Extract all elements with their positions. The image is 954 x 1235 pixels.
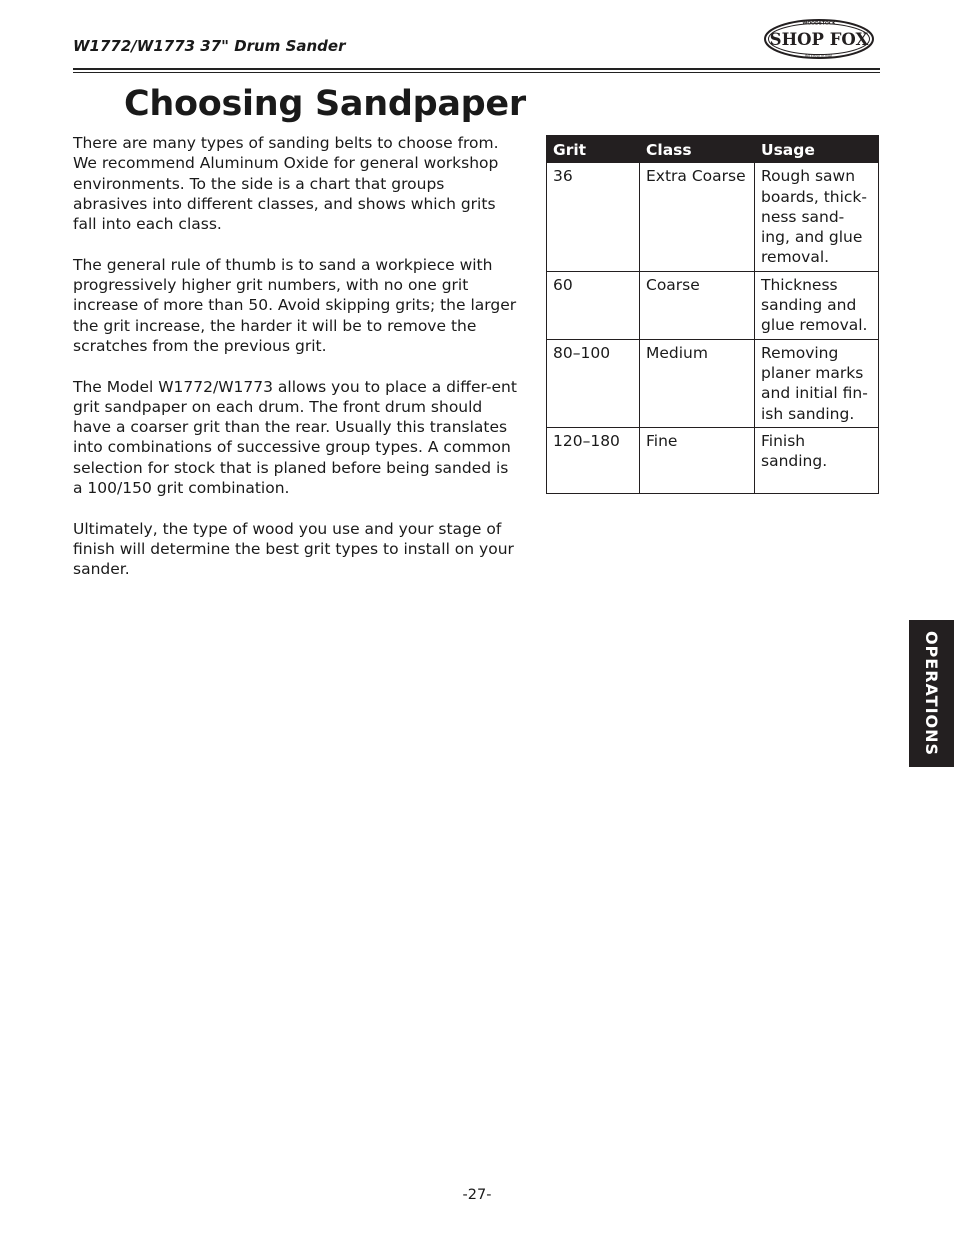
column-header-grit: Grit	[547, 136, 640, 163]
grit-cell: 80–100	[547, 339, 640, 427]
grit-cell: 120–180	[547, 427, 640, 493]
paragraph: The Model W1772/W1773 allows you to place a differ-ent grit sandpaper on each drum. The front drum should have a coarser grit than the rear. Usually this translates into combinations of successive group types. A common selection for stock that is planed before being sanded is a 100/150 grit combination.	[73, 377, 517, 498]
page-heading: Choosing Sandpaper	[124, 84, 526, 124]
class-cell: Coarse	[640, 271, 755, 339]
side-tab-label: OPERATIONS	[922, 630, 942, 757]
grit-cell: 60	[547, 271, 640, 339]
table-row	[547, 163, 879, 271]
page-number: -27-	[462, 1187, 492, 1203]
header-rule-thin	[73, 72, 880, 73]
class-cell: Fine	[640, 427, 755, 493]
usage-cell: Thickness sanding and glue removal.	[755, 271, 879, 339]
svg-text:SHOP FOX: SHOP FOX	[769, 30, 869, 49]
grit-class-table	[546, 135, 879, 494]
body-text	[73, 133, 521, 600]
class-cell: Extra Coarse	[640, 163, 755, 271]
header-rule-thick	[73, 68, 880, 70]
table-row	[547, 271, 879, 339]
paragraph: The general rule of thumb is to sand a workpiece with progressively higher grit numbers, with no one grit increase of more than 50. Avoid skipping grits; the larger the grit increase, the harder it will be to remove the scratches from the previous grit.	[73, 255, 517, 355]
column-header-class: Class	[640, 136, 755, 163]
paragraph: Ultimately, the type of wood you use and your stage of finish will determine the best grit types to install on your sander.	[73, 519, 514, 579]
column-header-usage: Usage	[755, 136, 879, 163]
usage-cell: Removing planer marks and initial fin-ish sanding.	[755, 339, 879, 427]
shop-fox-logo	[763, 16, 875, 62]
svg-text:WOODSTOCK: WOODSTOCK	[802, 21, 836, 27]
usage-cell: Finish sanding.	[755, 427, 879, 493]
grit-cell: 36	[547, 163, 640, 271]
section-side-tab	[909, 620, 954, 767]
table-header-row	[547, 136, 879, 163]
usage-cell: Rough sawn boards, thick-ness sand-ing, and glue removal.	[755, 163, 879, 271]
paragraph: There are many types of sanding belts to choose from. We recommend Aluminum Oxide for general workshop environments. To the side is a chart that groups abrasives into different classes, and shows which grits fall into each class.	[73, 134, 499, 234]
svg-text:INTERNATIONAL: INTERNATIONAL	[804, 54, 834, 58]
manual-title: W1772/W1773 37" Drum Sander	[73, 37, 346, 55]
table-row	[547, 339, 879, 427]
class-cell: Medium	[640, 339, 755, 427]
table-row	[547, 427, 879, 493]
